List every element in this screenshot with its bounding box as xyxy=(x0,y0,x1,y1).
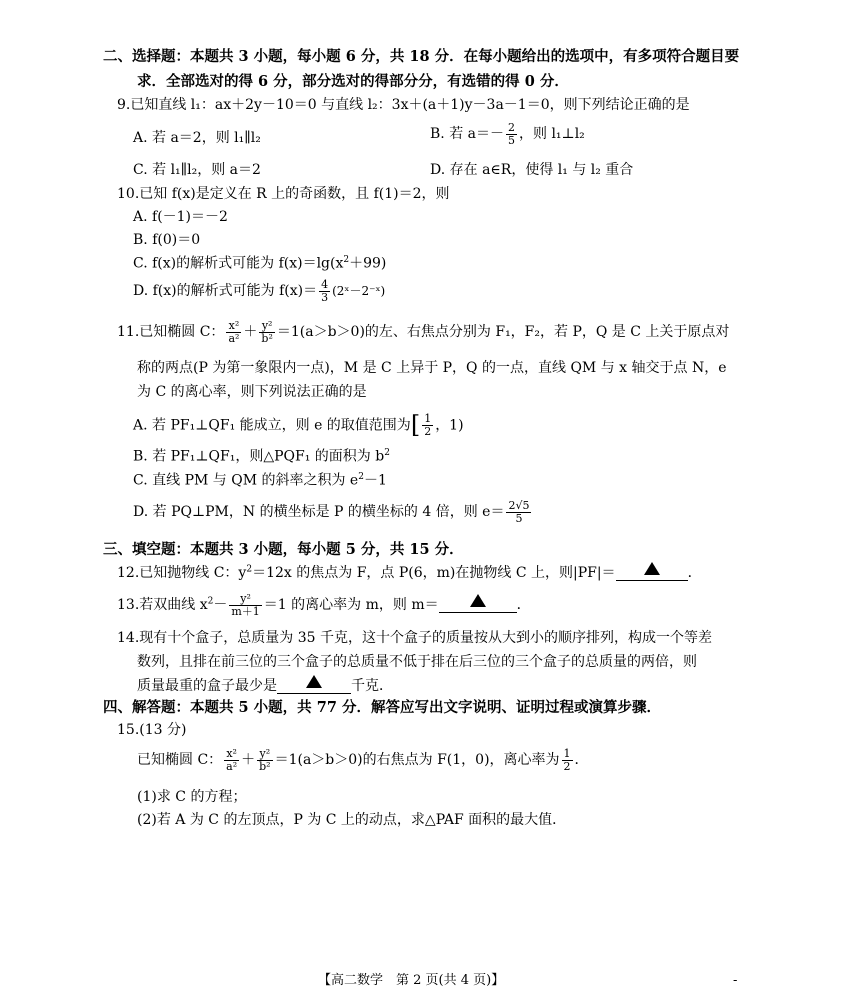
q10-option-d: D. f(x)的解析式可能为 f(x)＝ $\frac{4}{3}$ (2ˣ－2⁻ˣ) xyxy=(133,278,386,304)
q10-stem: 10.已知 f(x)是定义在 R 上的奇函数，且 f(1)＝2，则 xyxy=(117,186,450,202)
q11-option-b: B. 若 PF₁⊥QF₁，则△PQF₁ 的面积为 $b^2$ xyxy=(133,448,390,465)
q11-stem-line2: 称的两点(P 为第一象限内一点)，M 是 C 上异于 P，Q 的一点，直线 QM 与 x 轴交于点 N，e xyxy=(137,360,727,376)
page-footer: 【高二数学 第 2 页(共 4 页)】 xyxy=(318,973,505,988)
triangle-marker-icon xyxy=(470,594,486,607)
q12-answer-blank xyxy=(616,562,688,581)
q15-part1: (1)求 C 的方程； xyxy=(137,789,247,805)
q11-option-c: C. 直线 PM 与 QM 的斜率之积为 $e^2-1$ xyxy=(133,472,387,489)
section-2-heading-line2: 求．全部选对的得 6 分，部分选对的得部分分，有选错的得 0 分． xyxy=(137,73,569,90)
q13-answer-blank xyxy=(439,594,517,613)
q14-line1: 14.现有十个盒子，总质量为 35 千克，这十个盒子的质量按从大到小的顺序排列，构成一个等差 xyxy=(117,630,712,646)
q10-option-c: C. f(x)的解析式可能为 $f(x)=\lg(x^2+99)$ xyxy=(133,255,387,272)
q15-part2: (2)若 A 为 C 的左顶点，P 为 C 上的动点，求△PAF 面积的最大值． xyxy=(137,812,567,828)
q11-option-d: D. 若 PQ⊥PM，N 的横坐标是 P 的横坐标的 4 倍，则 e＝ $\frac{2√5}{5}$ xyxy=(133,499,530,525)
corner-mark: - xyxy=(733,973,738,988)
q11-option-a: A. 若 PF₁⊥QF₁ 能成立，则 e 的取值范围为[ $\frac{1}{2}$ ，1) xyxy=(133,411,464,439)
q12-stem: 12.已知抛物线 C：$y^2=12x$ 的焦点为 F，点 P(6，m)在抛物线 C 上，则|PF|＝ ． xyxy=(117,564,702,583)
q9-option-a: A. 若 a＝2，则 l₁∥l₂ xyxy=(133,130,261,146)
q9-option-c: C. 若 l₁∥l₂，则 a＝2 xyxy=(133,162,261,178)
section-3-heading: 三、填空题：本题共 3 小题，每小题 5 分，共 15 分． xyxy=(103,541,464,558)
triangle-marker-icon xyxy=(306,675,322,688)
q10-option-a: A. f(－1)＝－2 xyxy=(133,209,228,225)
q14-answer-blank xyxy=(277,675,351,694)
q14-line3: 质量最重的盒子最少是 千克． xyxy=(137,677,393,696)
q15-heading: 15.(13 分) xyxy=(117,722,187,738)
section-2-heading-line1: 二、选择题：本题共 3 小题，每小题 6 分，共 18 分．在每小题给出的选项中，有多项符合题目要 xyxy=(103,48,740,65)
q9-option-d: D. 存在 a∈R，使得 l₁ 与 l₂ 重合 xyxy=(430,162,634,178)
q11-stem-line3: 为 C 的离心率，则下列说法正确的是 xyxy=(137,384,367,400)
q9-option-b: B. 若 a＝－ $\frac{2}{5}$ ，则 l₁⊥l₂ xyxy=(430,121,585,147)
q13-stem: 13.若双曲线 $x^2-$ $\frac{\text{y²}}{m+1}$ ＝1 的离心率为 m，则 m＝ ． xyxy=(117,592,531,618)
q15-stem: 已知椭圆 C： $\frac{\text{x²}}{\text{a²}}$ ＋ $\frac{\text{y²}}{\text{b²}}$ ＝1(a＞b＞0)的右焦点为 F(1，0)，离心率为 $\frac{1}{2}$ ． xyxy=(137,747,589,773)
q11-stem: 11.已知椭圆 C： $\frac{\text{x²}}{\text{a²}}$ ＋ $\frac{\text{y²}}{\text{b²}}$ ＝1(a＞b＞0)的左、右焦点分别为 F₁，F₂，若 P，Q 是 C 上关于原点对 xyxy=(117,319,730,345)
q9-option-b-fraction: $\frac{2}{5}$ xyxy=(508,121,515,147)
q14-line2: 数列，且排在前三位的三个盒子的总质量不低于排在后三位的三个盒子的总质量的两倍，则 xyxy=(137,654,697,670)
q10-option-d-fraction: $\frac{4}{3}$ xyxy=(321,278,329,304)
q9-stem: 9.已知直线 l₁：ax＋2y－10＝0 与直线 l₂：3x＋(a＋1)y－3a－1＝0，则下列结论正确的是 xyxy=(117,97,690,113)
q10-option-b: B. f(0)＝0 xyxy=(133,232,201,248)
section-4-heading: 四、解答题：本题共 5 小题，共 77 分．解答应写出文字说明、证明过程或演算步骤． xyxy=(103,699,661,716)
triangle-marker-icon xyxy=(644,562,660,575)
